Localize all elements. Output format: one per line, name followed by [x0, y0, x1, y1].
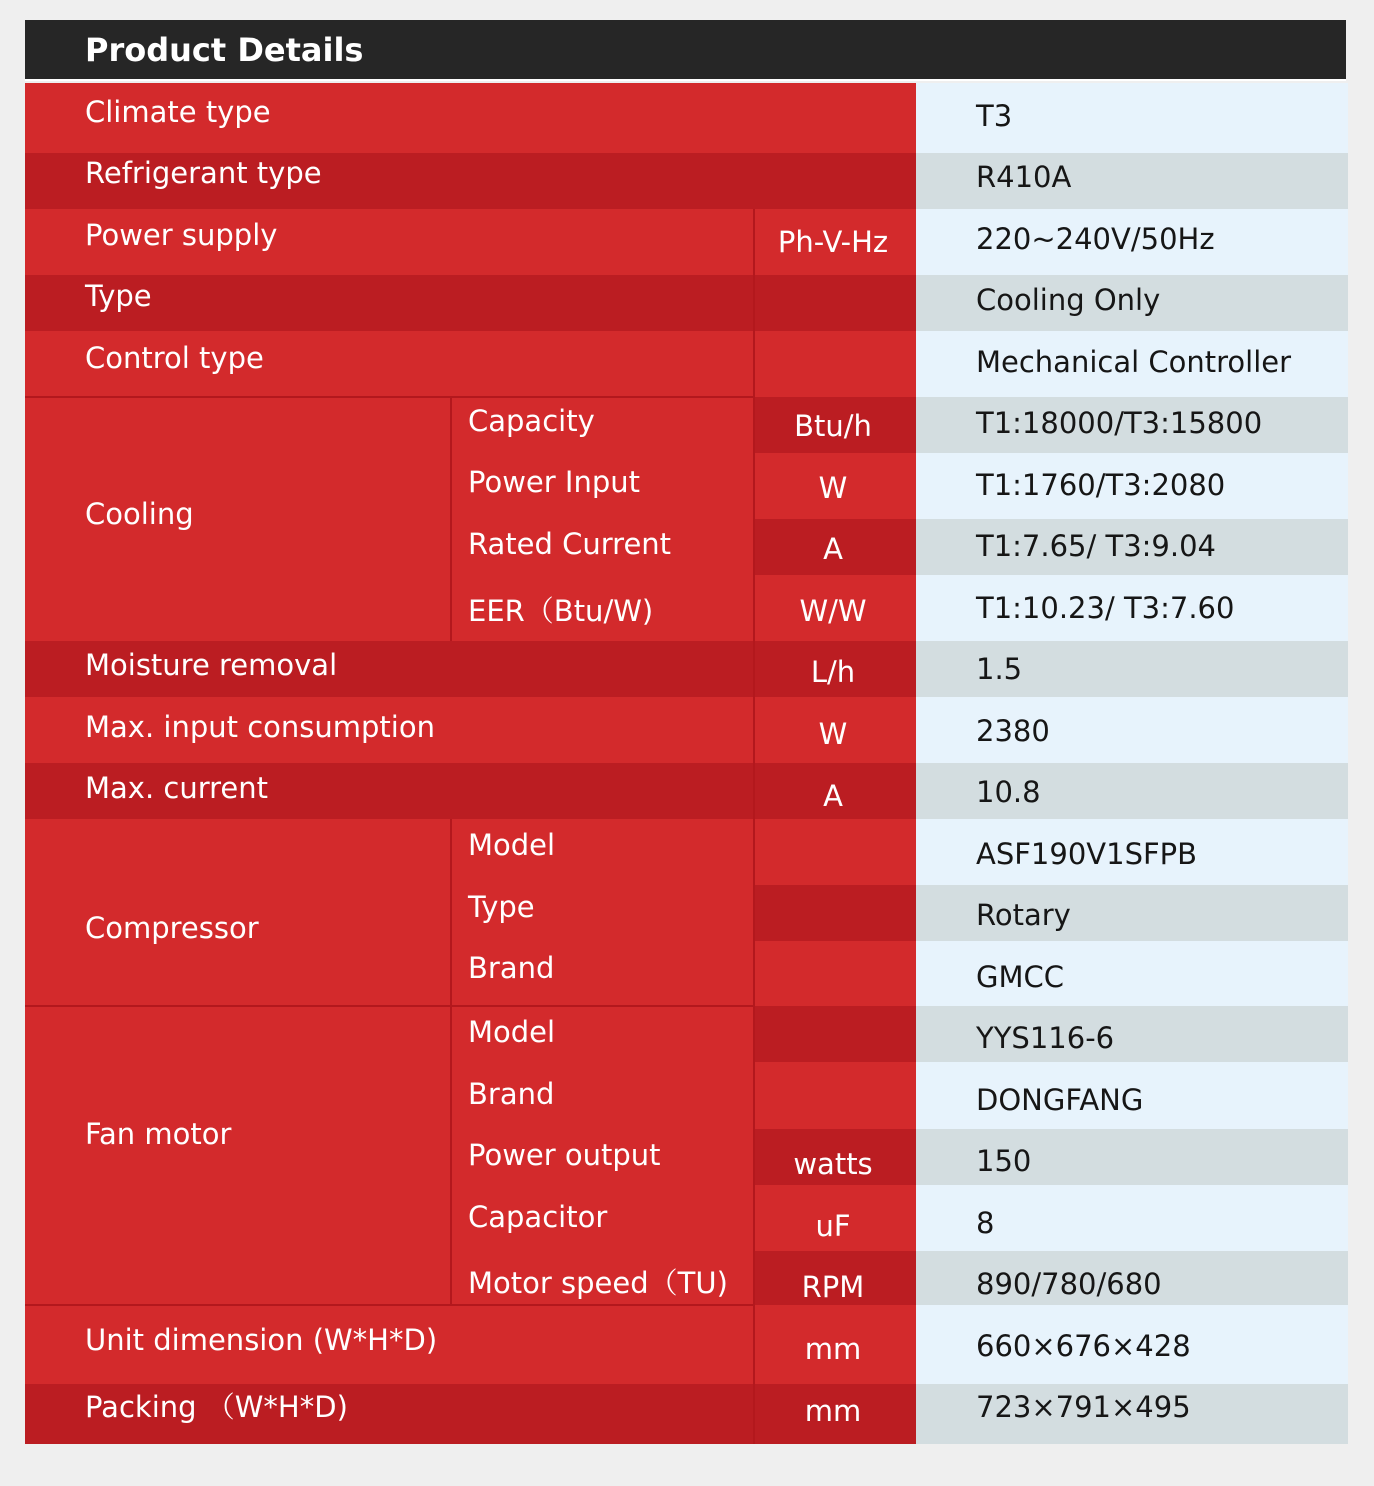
unit-packing: mm: [804, 1394, 862, 1428]
value-climate-type: T3: [976, 99, 1013, 133]
unit-power-output: watts: [793, 1147, 873, 1181]
value-max-current: 10.8: [976, 775, 1041, 809]
value-control-type: Mechanical Controller: [976, 345, 1292, 379]
label-max-input: Max. input consumption: [85, 710, 435, 744]
compressor-fan-sub-divider: [450, 819, 452, 1305]
label-compressor: Compressor: [85, 911, 259, 945]
label-comp-model: Model: [468, 828, 556, 862]
unit-capacity: Btu/h: [794, 409, 872, 443]
unit-max-input: W: [818, 717, 848, 751]
unit-unit-dimension: mm: [804, 1332, 862, 1366]
row-bg-type: [25, 275, 916, 331]
unit-capacitor: uF: [815, 1209, 851, 1243]
label-max-current: Max. current: [85, 771, 269, 805]
unit-bg-fan-model: [753, 1006, 916, 1062]
fan-top-divider: [25, 1005, 753, 1007]
value-comp-model: ASF190V1SFPB: [976, 837, 1198, 871]
label-fan-model: Model: [468, 1015, 556, 1049]
unit-motor-speed: RPM: [801, 1270, 865, 1304]
value-unit-dimension: 660×676×428: [976, 1329, 1191, 1363]
unit-eer: W/W: [799, 594, 867, 628]
value-moisture-removal: 1.5: [976, 652, 1023, 686]
label-cooling: Cooling: [85, 497, 194, 531]
label-refrigerant-type: Refrigerant type: [85, 156, 322, 190]
value-rated-current: T1:7.65/ T3:9.04: [976, 529, 1217, 563]
label-fan-brand: Brand: [468, 1077, 555, 1111]
value-capacitor: 8: [976, 1206, 995, 1240]
label-comp-type: Type: [468, 890, 535, 924]
value-fan-brand: DONGFANG: [976, 1083, 1144, 1117]
value-power-input: T1:1760/T3:2080: [976, 468, 1226, 502]
unit-power-input: W: [818, 471, 848, 505]
label-moisture-removal: Moisture removal: [85, 648, 338, 682]
label-fan-motor: Fan motor: [85, 1117, 232, 1151]
value-refrigerant-type: R410A: [976, 160, 1072, 194]
label-capacitor: Capacitor: [468, 1200, 608, 1234]
unit-max-current: A: [823, 779, 843, 813]
value-fan-model: YYS116-6: [976, 1021, 1115, 1055]
label-packing: Packing （W*H*D): [85, 1390, 348, 1424]
unit-rated-current: A: [823, 532, 843, 566]
label-eer: EER（Btu/W): [468, 594, 654, 628]
fan-bottom-divider: [25, 1304, 753, 1306]
label-power-output: Power output: [468, 1138, 661, 1172]
label-climate-type: Climate type: [85, 95, 271, 129]
label-motor-speed: Motor speed（TU): [468, 1266, 728, 1300]
cooling-top-divider: [25, 396, 753, 398]
value-power-supply: 220~240V/50Hz: [976, 222, 1215, 256]
unit-bg-comp-brand: [753, 941, 916, 1006]
label-comp-brand: Brand: [468, 951, 555, 985]
label-power-supply: Power supply: [85, 218, 278, 252]
value-comp-brand: GMCC: [976, 960, 1064, 994]
value-packing: 723×791×495: [976, 1390, 1191, 1424]
label-type: Type: [85, 279, 152, 313]
table-header: [25, 20, 1346, 81]
value-type: Cooling Only: [976, 283, 1161, 317]
value-capacity: T1:18000/T3:15800: [976, 406, 1263, 440]
unit-bg-comp-model: [753, 819, 916, 885]
unit-bg-fan-brand: [753, 1062, 916, 1129]
value-power-output: 150: [976, 1144, 1032, 1178]
value-eer: T1:10.23/ T3:7.60: [976, 591, 1235, 625]
unit-power-supply: Ph-V-Hz: [777, 225, 889, 259]
label-power-input: Power Input: [468, 465, 640, 499]
cooling-sub-divider: [450, 397, 452, 641]
value-max-input: 2380: [976, 714, 1050, 748]
label-rated-current: Rated Current: [468, 527, 672, 561]
label-capacity: Capacity: [468, 404, 595, 438]
value-motor-speed: 890/780/680: [976, 1267, 1162, 1301]
unit-column-divider: [753, 209, 755, 1444]
unit-bg-comp-type: [753, 885, 916, 941]
label-unit-dimension: Unit dimension (W*H*D): [85, 1323, 438, 1357]
table-title: Product Details: [85, 31, 364, 69]
product-details-card: [25, 20, 1348, 1444]
unit-moisture-removal: L/h: [810, 655, 856, 689]
label-control-type: Control type: [85, 341, 264, 375]
value-comp-type: Rotary: [976, 898, 1071, 932]
